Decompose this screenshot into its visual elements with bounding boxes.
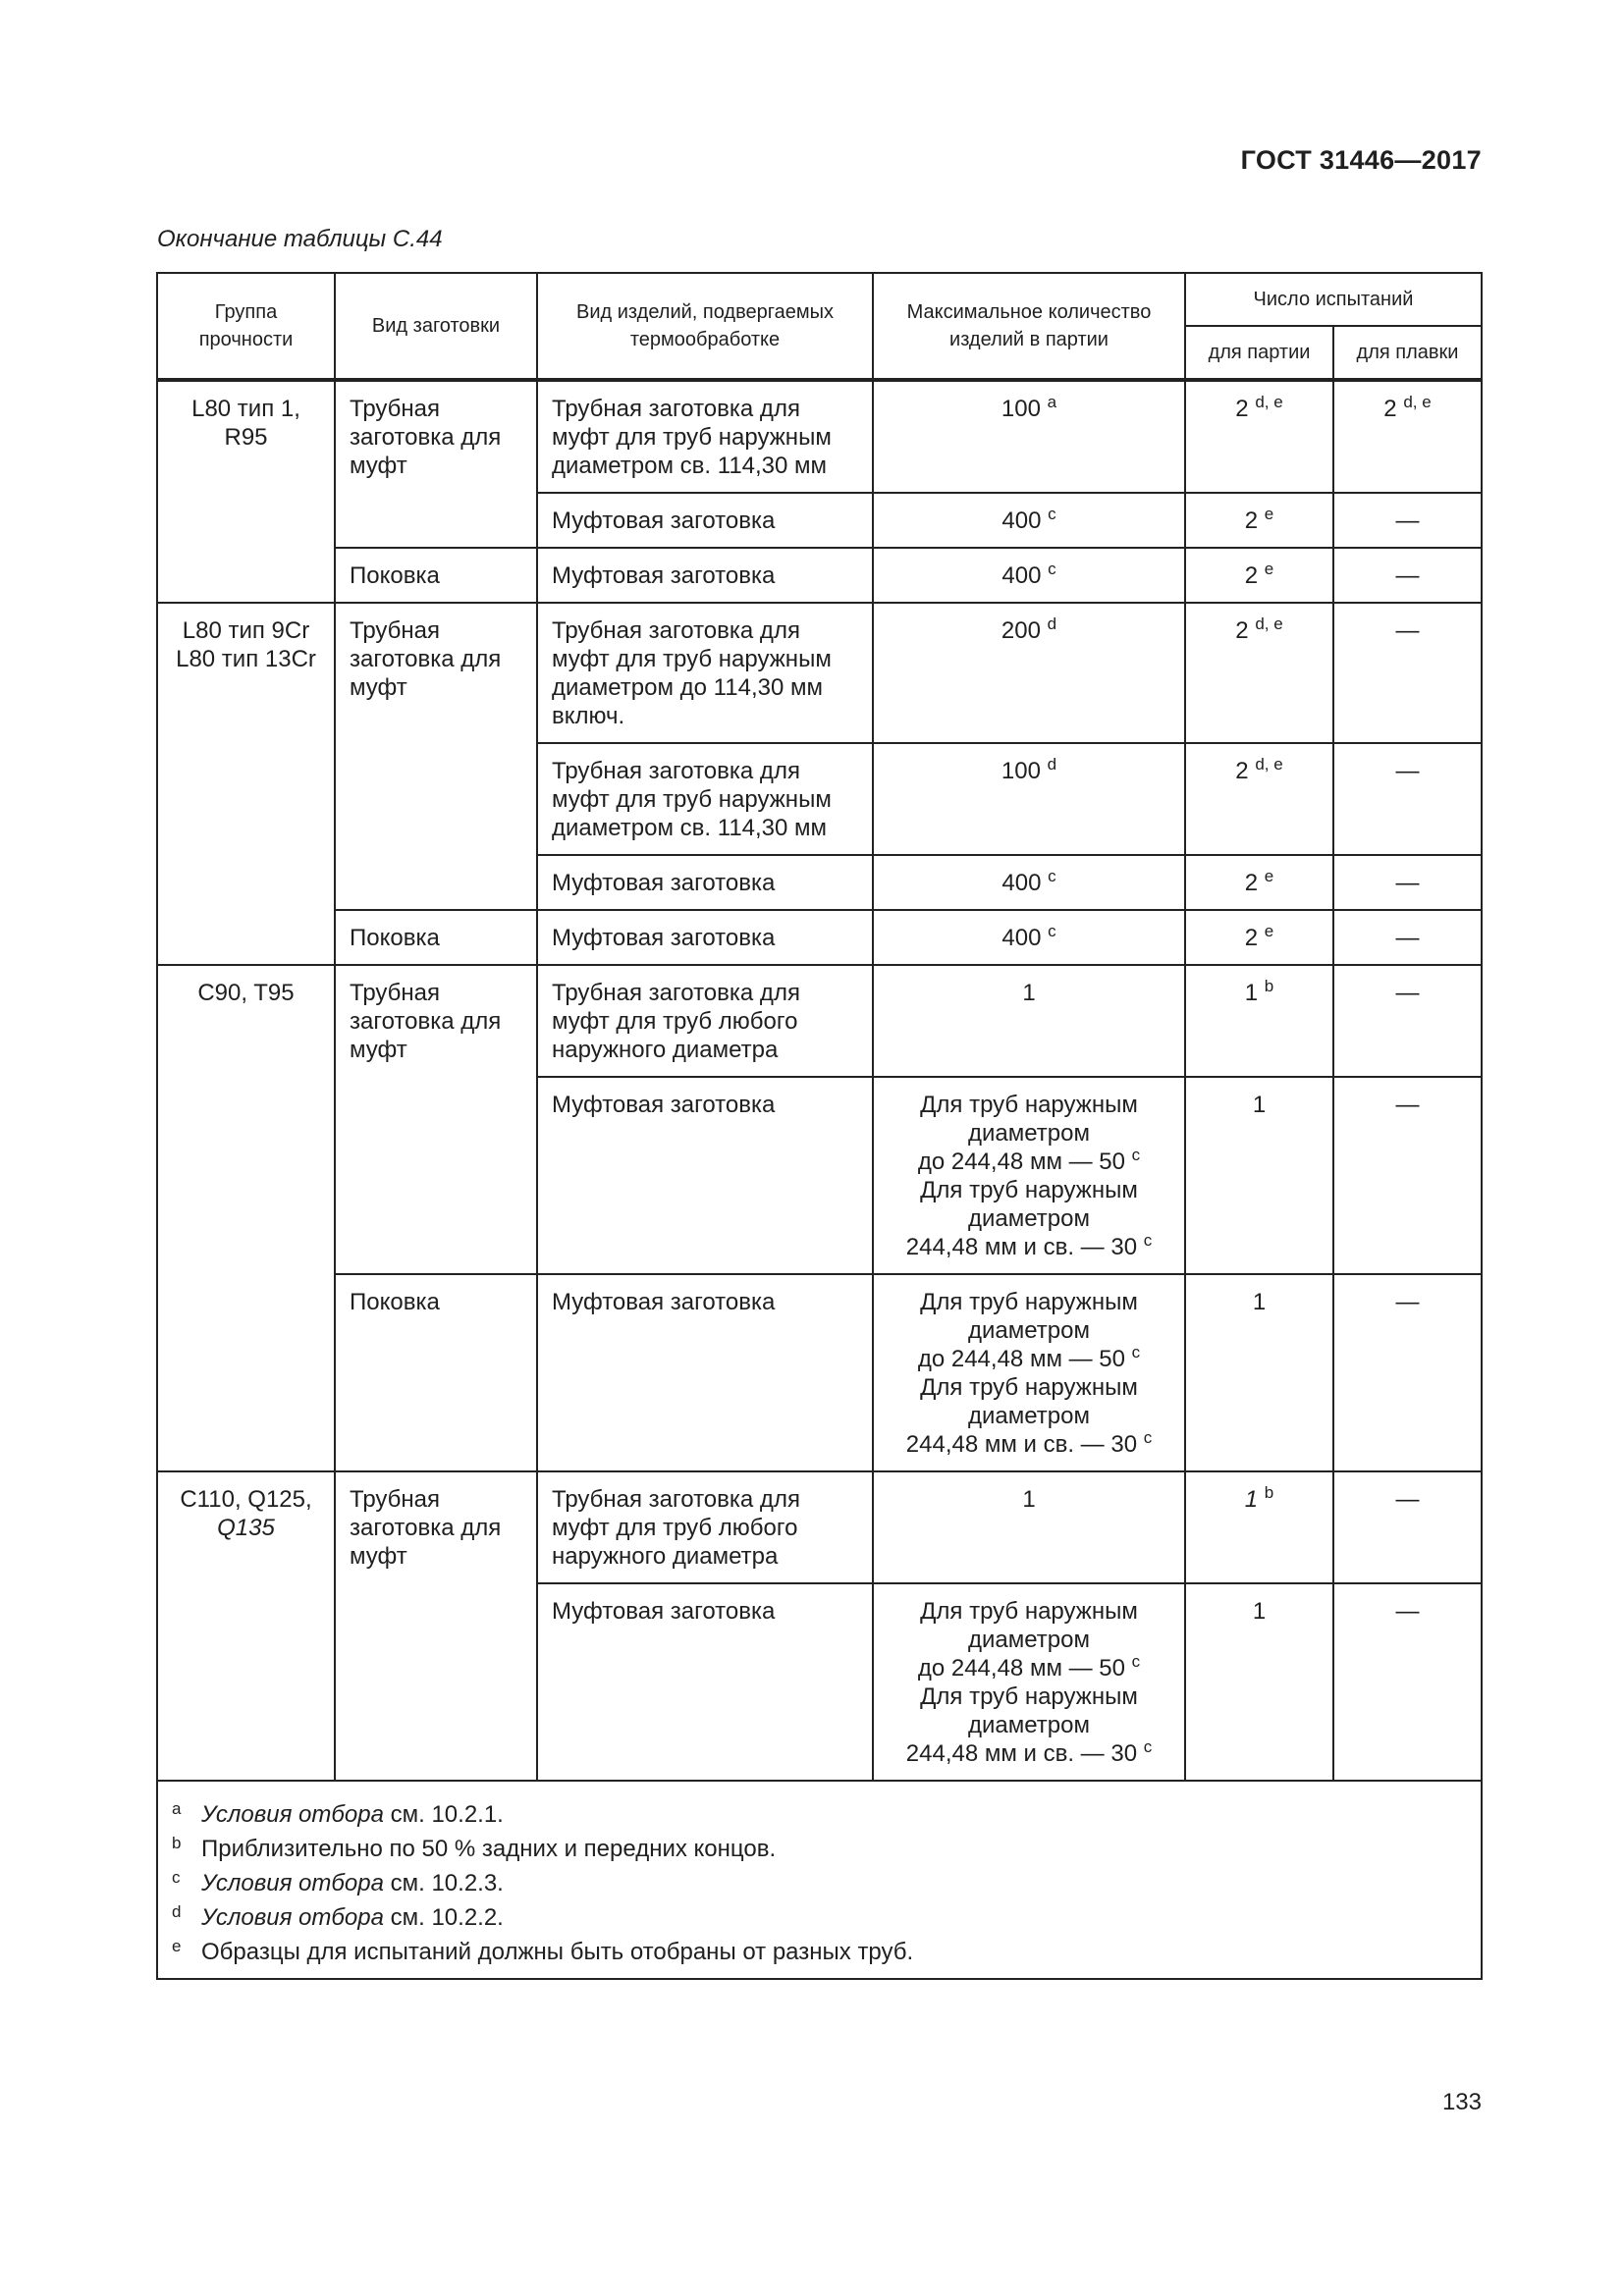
heat-cell: — <box>1333 743 1482 855</box>
product-cell: Муфтовая заготовка <box>537 548 873 603</box>
qty-cell: 200 $^d$ <box>873 603 1185 743</box>
product-cell: Муфтовая заготовка <box>537 1583 873 1781</box>
blank-cell: Поковка <box>335 548 537 603</box>
qty-cell: 1 <box>873 1471 1185 1583</box>
table-row <box>157 1274 1482 1471</box>
group-cell: L80 тип 1, R95 <box>157 380 335 603</box>
heat-cell: — <box>1333 548 1482 603</box>
blank-cell: Поковка <box>335 910 537 965</box>
lot-cell: 2 $^{d, e}$ <box>1185 743 1333 855</box>
data-table <box>156 272 1483 1980</box>
product-cell: Муфтовая заготовка <box>537 1077 873 1274</box>
header-per-lot: для партии <box>1185 326 1333 380</box>
group-cell: C90, T95 <box>157 965 335 1471</box>
header-tests: Число испытаний <box>1185 273 1482 326</box>
product-cell: Трубная заготовка для муфт для труб наружным диаметром св. 114,30 мм <box>537 743 873 855</box>
table-row <box>157 548 1482 603</box>
heat-cell: — <box>1333 910 1482 965</box>
qty-cell: 400 $^c$ <box>873 493 1185 548</box>
lot-cell: 2 $^e$ <box>1185 548 1333 603</box>
blank-cell: Трубная заготовка для муфт <box>335 965 537 1274</box>
table-row <box>157 965 1482 1077</box>
heat-cell: — <box>1333 1583 1482 1781</box>
heat-cell: — <box>1333 603 1482 743</box>
qty-cell: Для труб наружным диаметром до 244,48 мм — 50 $^c$ Для труб наружным диаметром 244,48 мм и св. — 30 $^c$ <box>873 1583 1185 1781</box>
blank-cell: Поковка <box>335 1274 537 1471</box>
table-row <box>157 603 1482 743</box>
qty-cell: 400 $^c$ <box>873 548 1185 603</box>
document-header: ГОСТ 31446—2017 <box>1240 145 1482 175</box>
heat-cell: 2 $^{d, e}$ <box>1333 380 1482 493</box>
lot-cell: 1 <box>1185 1077 1333 1274</box>
heat-cell: — <box>1333 493 1482 548</box>
table-row <box>157 910 1482 965</box>
page-number: 133 <box>1441 2089 1482 2115</box>
header-per-heat: для плавки <box>1333 326 1482 380</box>
footnote: d Условия отбора см. 10.2.2. <box>172 1902 504 1931</box>
lot-cell: 2 $^{d, e}$ <box>1185 603 1333 743</box>
header-group: Группа прочности <box>157 273 335 380</box>
qty-cell: 1 <box>873 965 1185 1077</box>
qty-cell: Для труб наружным диаметром до 244,48 мм — 50 $^c$ Для труб наружным диаметром 244,48 мм и св. — 30 $^c$ <box>873 1274 1185 1471</box>
lot-cell: 2 $^e$ <box>1185 855 1333 910</box>
qty-cell: 100 $^d$ <box>873 743 1185 855</box>
lot-cell: 1 <box>1185 1583 1333 1781</box>
blank-cell: Трубная заготовка для муфт <box>335 380 537 548</box>
heat-cell: — <box>1333 1274 1482 1471</box>
product-cell: Муфтовая заготовка <box>537 910 873 965</box>
lot-cell: 2 $^e$ <box>1185 493 1333 548</box>
product-cell: Трубная заготовка для муфт для труб любого наружного диаметра <box>537 965 873 1077</box>
table-row <box>157 1471 1482 1583</box>
group-cell: C110, Q125, Q135 <box>157 1471 335 1781</box>
product-cell: Муфтовая заготовка <box>537 1274 873 1471</box>
footnotes <box>157 1781 1482 1979</box>
footnotes-row <box>157 1781 1482 1979</box>
lot-cell: 1 <box>1185 1274 1333 1471</box>
heat-cell: — <box>1333 855 1482 910</box>
header-products: Вид изделий, подвергаемых термообработке <box>537 273 873 380</box>
qty-cell: 400 $^c$ <box>873 855 1185 910</box>
footnote: a Условия отбора см. 10.2.1. <box>172 1799 504 1828</box>
footnote: e Образцы для испытаний должны быть отобраны от разных труб. <box>172 1937 914 1965</box>
product-cell: Муфтовая заготовка <box>537 493 873 548</box>
heat-cell: — <box>1333 1077 1482 1274</box>
lot-cell: 2 $^{d, e}$ <box>1185 380 1333 493</box>
product-cell: Муфтовая заготовка <box>537 855 873 910</box>
product-cell: Трубная заготовка для муфт для труб любого наружного диаметра <box>537 1471 873 1583</box>
table-caption: Окончание таблицы С.44 <box>157 226 443 252</box>
table-row <box>157 380 1482 493</box>
header-max-qty: Максимальное количество изделий в партии <box>873 273 1185 380</box>
footnote: b Приблизительно по 50 % задних и передних концов. <box>172 1834 777 1862</box>
qty-cell: 100 $^a$ <box>873 380 1185 493</box>
header-blank: Вид заготовки <box>335 273 537 380</box>
lot-cell: 1 $^b$ <box>1185 1471 1333 1583</box>
heat-cell: — <box>1333 1471 1482 1583</box>
lot-cell: 1 $^b$ <box>1185 965 1333 1077</box>
lot-cell: 2 $^e$ <box>1185 910 1333 965</box>
product-cell: Трубная заготовка для муфт для труб наружным диаметром до 114,30 мм включ. <box>537 603 873 743</box>
product-cell: Трубная заготовка для муфт для труб наружным диаметром св. 114,30 мм <box>537 380 873 493</box>
blank-cell: Трубная заготовка для муфт <box>335 1471 537 1781</box>
footnote: c Условия отбора см. 10.2.3. <box>172 1868 504 1896</box>
heat-cell: — <box>1333 965 1482 1077</box>
qty-cell: Для труб наружным диаметром до 244,48 мм — 50 $^c$ Для труб наружным диаметром 244,48 мм и св. — 30 $^c$ <box>873 1077 1185 1274</box>
group-cell: L80 тип 9Cr L80 тип 13Cr <box>157 603 335 965</box>
qty-cell: 400 $^c$ <box>873 910 1185 965</box>
blank-cell: Трубная заготовка для муфт <box>335 603 537 910</box>
